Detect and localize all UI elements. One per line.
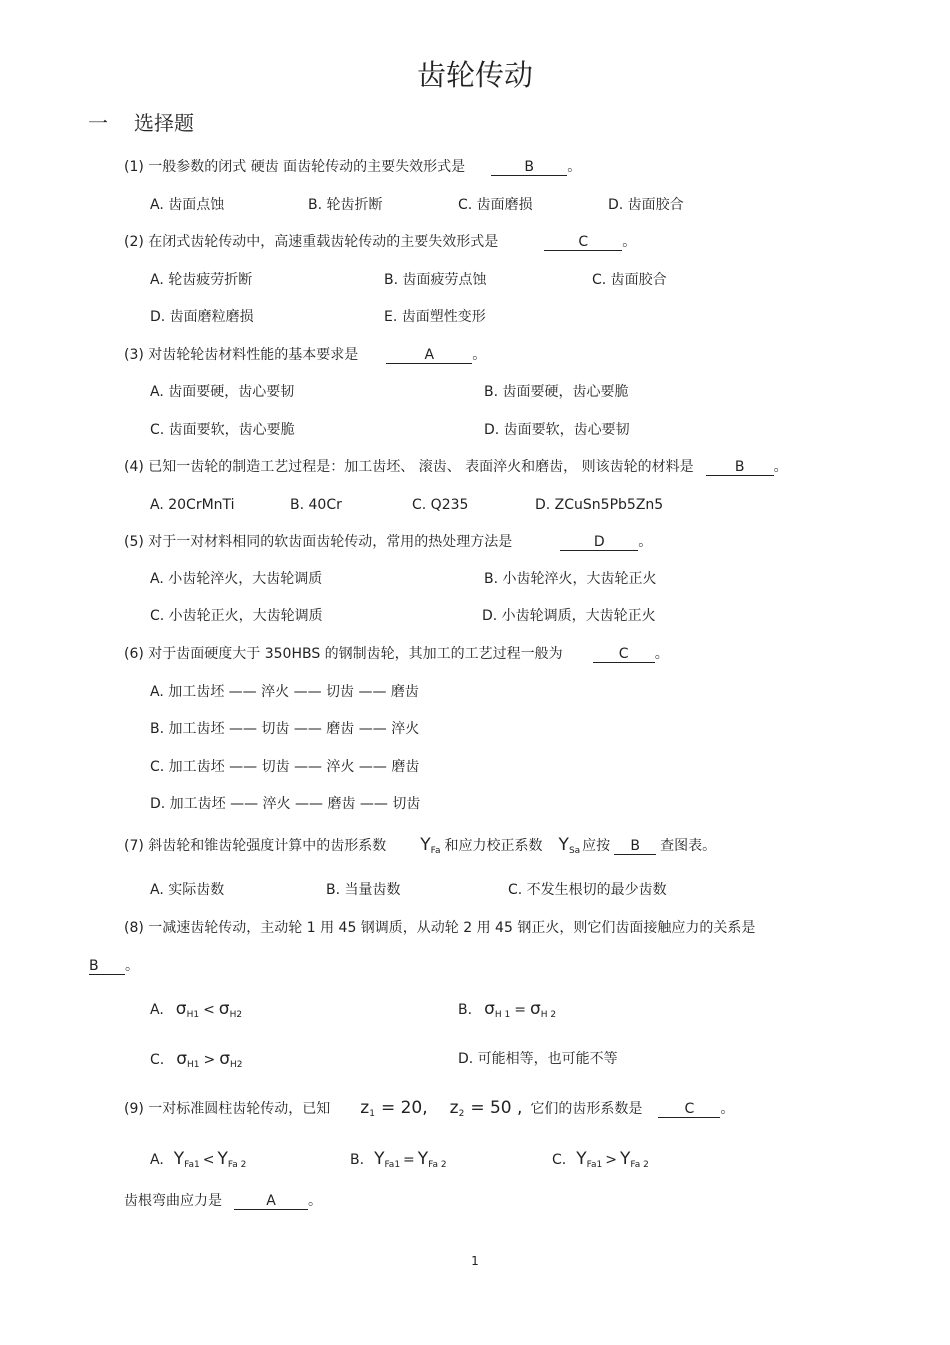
option: D. 齿面胶合: [608, 197, 684, 213]
option: B. 轮齿折断: [308, 197, 383, 213]
option: B. 当量齿数: [326, 882, 401, 898]
option: D. 加工齿坯 —— 淬火 —— 磨齿 —— 切齿: [150, 796, 421, 812]
option: E. 齿面塑性变形: [384, 309, 486, 325]
question-5: (5) 对于一对材料相同的软齿面齿轮传动，常用的热处理方法是 D 。: [124, 534, 653, 550]
page-title: 齿轮传动: [416, 58, 533, 92]
option-c: C. $Y_{Fa1} > Y_{Fa 2}$: [552, 1149, 649, 1170]
answer-blank: A: [386, 348, 472, 364]
option: D. 小齿轮调质，大齿轮正火: [482, 608, 656, 624]
option-c: C. $\sigma_{H1} > \sigma_{H2}$: [150, 1049, 243, 1070]
option: D. ZCuSn5Pb5Zn5: [535, 497, 664, 513]
option: A. 轮齿疲劳折断: [150, 272, 253, 288]
option: C. 齿面胶合: [592, 272, 667, 288]
question-6: (6) 对于齿面硬度大于 350HBS 的钢制齿轮，其加工的工艺过程一般为 C 。: [124, 646, 669, 662]
answer-blank: B: [706, 460, 774, 476]
option: B. 齿面疲劳点蚀: [384, 272, 487, 288]
answer-blank: B: [89, 959, 125, 975]
option: C. Q235: [412, 497, 469, 513]
answer-blank: B: [614, 839, 656, 855]
answer-blank: C: [593, 647, 655, 663]
option: C. 齿面要软，齿心要脆: [150, 422, 295, 438]
option: C. 齿面磨损: [458, 197, 533, 213]
option-d: D. 可能相等，也可能不等: [458, 1051, 618, 1067]
option: C. 小齿轮正火，大齿轮调质: [150, 608, 323, 624]
option: A. 20CrMnTi: [150, 497, 235, 513]
answer-blank: A: [234, 1194, 308, 1210]
option: D. 齿面要软，齿心要韧: [484, 422, 630, 438]
question-1: (1) 一般参数的闭式 硬齿 面齿轮传动的主要失效形式是 B 。: [124, 159, 582, 175]
question-8: (8) 一减速齿轮传动，主动轮 1 用 45 钢调质，从动轮 2 用 45 钢正火，则它们齿面接触应力的关系是: [124, 920, 756, 936]
question-2: (2) 在闭式齿轮传动中，高速重载齿轮传动的主要失效形式是 C 。: [124, 234, 637, 250]
answer-blank: B: [491, 160, 567, 176]
option: B. 小齿轮淬火，大齿轮正火: [484, 571, 657, 587]
question-9-root-stress: 齿根弯曲应力是 A 。: [124, 1193, 322, 1209]
question-4: (4) 已知一齿轮的制造工艺过程是：加工齿坯、 滚齿、 表面淬火和磨齿， 则该齿轮的材料是 B 。: [124, 459, 788, 475]
option: A. 实际齿数: [150, 882, 225, 898]
option-a: A. $Y_{Fa1} < Y_{Fa 2}$: [150, 1149, 247, 1170]
answer-blank: D: [560, 535, 638, 551]
option: B. 加工齿坯 —— 切齿 —— 磨齿 —— 淬火: [150, 721, 420, 737]
page-number: 1: [471, 1254, 479, 1268]
option: A. 齿面要硬，齿心要韧: [150, 384, 295, 400]
answer-blank: C: [544, 235, 622, 251]
question-9: (9) 一对标准圆柱齿轮传动，已知 $z_1 = 20$, $z_2 = 50$ , 它们的齿形系数是 C 。: [124, 1098, 735, 1119]
option: A. 小齿轮淬火，大齿轮调质: [150, 571, 323, 587]
option: A. 齿面点蚀: [150, 197, 225, 213]
option-b: B. $Y_{Fa1} = Y_{Fa 2}$: [350, 1149, 447, 1170]
option: C. 不发生根切的最少齿数: [508, 882, 667, 898]
option: A. 加工齿坯 —— 淬火 —— 切齿 —— 磨齿: [150, 684, 419, 700]
question-8-answer-line: B 。: [89, 958, 139, 974]
option: B. 齿面要硬，齿心要脆: [484, 384, 629, 400]
option: B. 40Cr: [290, 497, 342, 513]
option: D. 齿面磨粒磨损: [150, 309, 254, 325]
question-3: (3) 对齿轮轮齿材料性能的基本要求是 A 。: [124, 347, 487, 363]
answer-blank: C: [658, 1102, 720, 1118]
question-7: (7) 斜齿轮和锥齿轮强度计算中的齿形系数 $Y_{Fa}$ 和应力校正系数 $Y_{Sa}$ 应按 B 查图表。: [124, 835, 717, 856]
option-b: B. $\sigma_{H 1} = \sigma_{H 2}$: [458, 999, 557, 1020]
option-a: A. $\sigma_{H1} < \sigma_{H2}$: [150, 999, 243, 1020]
option: C. 加工齿坯 —— 切齿 —— 淬火 —— 磨齿: [150, 759, 420, 775]
section-heading: 一 选择题: [88, 111, 194, 135]
